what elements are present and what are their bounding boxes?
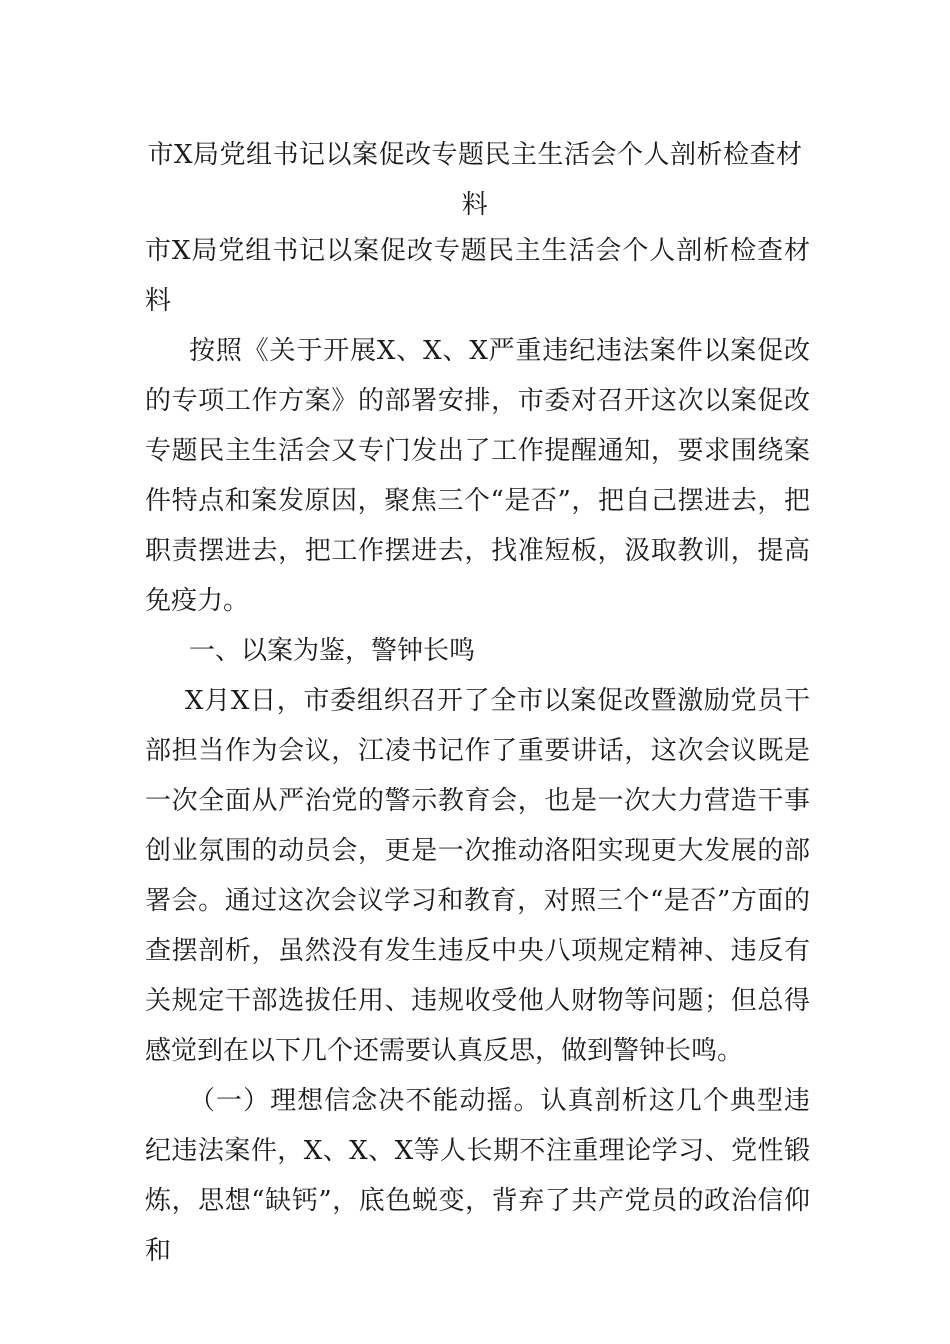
paragraph-subsection-1: （一）理想信念决不能动摇。认真剖析这几个典型违纪违法案件，X、X、X等人长期不注重理论学习、党性锻炼，思想“缺钙”，底色蜕变，背弃了共产党员的政治信仰和 [145, 1086, 810, 1266]
document-body [145, 226, 810, 1276]
section-heading-1: 一、以案为鉴，警钟长鸣 [189, 636, 476, 666]
document-subtitle: 市X局党组书记以案促改专题民主生活会个人剖析检查材料 [145, 236, 810, 316]
paragraph-meeting: X月X日，市委组织召开了全市以案促改暨激励党员干部担当作为会议，江凌书记作了重要讲话，这次会议既是一次全面从严治党的警示教育会，也是一次大力营造干事创业氛围的动员会，更是一次推动洛阳实现更大发展的部署会。通过这次会议学习和教育，对照三个“是否”方面的查摆剖析，虽然没有发生违反中央八项规定精神、违反有关规定干部选拔任用、违规收受他人财物等问题；但总得感觉到在以下几个还需要认真反思，做到警钟长鸣。 [145, 686, 810, 1066]
document-title: 市X局党组书记以案促改专题民主生活会个人剖析检查材料 [147, 140, 803, 220]
paragraph-intro: 按照《关于开展X、X、X严重违纪违法案件以案促改的专项工作方案》的部署安排，市委对召开这次以案促改专题民主生活会又专门发出了工作提醒通知，要求围绕案件特点和案发原因，聚焦三个“是否”，把自己摆进去，把职责摆进去，把工作摆进去，找准短板，汲取教训，提高免疫力。 [145, 336, 810, 616]
